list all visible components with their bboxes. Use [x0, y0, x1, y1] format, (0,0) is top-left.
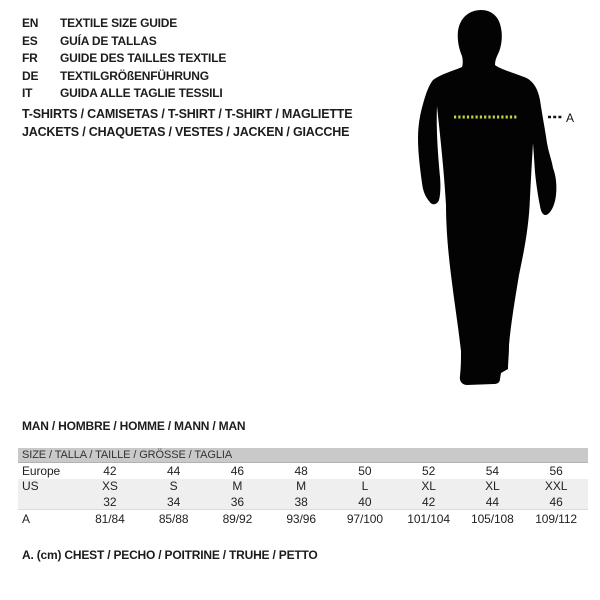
table-row-europe: [18, 463, 588, 479]
cell: XL: [485, 479, 500, 493]
row-label: Europe: [22, 464, 61, 478]
language-guide-list: [22, 15, 226, 103]
gender-section-heading: MAN / HOMBRE / HOMME / MANN / MAN: [22, 419, 246, 433]
row-label: A: [22, 512, 30, 526]
size-table: [18, 448, 588, 527]
lang-label: TEXTILE SIZE GUIDE: [60, 16, 178, 30]
category-line-jackets: JACKETS / CHAQUETAS / VESTES / JACKEN / GIACCHE: [22, 125, 350, 139]
cell: S: [169, 479, 178, 493]
lang-row-en: [22, 15, 226, 33]
lang-label: GUIDA ALLE TAGLIE TESSILI: [60, 86, 223, 101]
cell: 46: [230, 464, 244, 478]
table-row-chest-cm: [18, 510, 588, 527]
lang-code: FR: [22, 51, 38, 66]
lang-label: TEXTILGRÖßENFÜHRUNG: [60, 68, 209, 83]
category-heading: [22, 105, 352, 141]
cell: 42: [103, 464, 117, 478]
lang-code: EN: [22, 16, 39, 30]
cell: 109/112: [535, 512, 578, 526]
lang-label: GUÍA DE TALLAS: [60, 33, 157, 48]
category-line-tshirts: T-SHIRTS / CAMISETAS / T-SHIRT / T-SHIRT / MAGLIETTE: [22, 107, 353, 121]
cell: 46: [549, 495, 563, 509]
cell: 93/96: [286, 512, 316, 526]
lang-code: DE: [22, 68, 39, 83]
size-figure: [403, 5, 583, 391]
row-label: [18, 494, 78, 510]
cell: 97/100: [346, 512, 383, 526]
cell: 38: [294, 495, 308, 509]
lang-code: IT: [22, 86, 33, 101]
cell: M: [296, 479, 307, 493]
cell: XL: [421, 479, 436, 493]
cell: M: [232, 479, 243, 493]
cell: 105/108: [471, 512, 514, 526]
cell: 34: [167, 495, 181, 509]
row-label: US: [22, 479, 39, 493]
cell: 40: [358, 495, 372, 509]
cell: 89/92: [222, 512, 253, 526]
size-table-header: SIZE / TALLA / TAILLE / GRÖSSE / TAGLIA: [18, 448, 588, 463]
cell: 32: [103, 495, 117, 509]
cell: 42: [422, 495, 436, 509]
cell: 101/104: [407, 512, 450, 526]
lang-row-es: [22, 33, 226, 51]
cell: 48: [294, 464, 308, 478]
table-row-numeric: [18, 494, 588, 510]
cell: XXL: [544, 479, 568, 493]
chest-measure-label: A: [566, 111, 575, 125]
cell: 36: [230, 495, 244, 509]
lang-code: ES: [22, 33, 38, 48]
man-silhouette: [418, 10, 556, 385]
cell: 50: [358, 464, 372, 478]
cell: 44: [485, 495, 499, 509]
cell: 54: [485, 464, 499, 478]
cell: XS: [101, 479, 118, 493]
cell: 56: [549, 464, 563, 478]
cell: 52: [422, 464, 436, 478]
lang-label: GUIDE DES TAILLES TEXTILE: [60, 51, 227, 66]
lang-row-fr: [22, 50, 226, 68]
measurement-footnote: A. (cm) CHEST / PECHO / POITRINE / TRUHE / PETTO: [22, 548, 318, 562]
cell: 44: [167, 464, 181, 478]
cell: 85/88: [158, 512, 189, 526]
cell: 81/84: [95, 512, 125, 526]
lang-row-de: [22, 68, 226, 86]
cell: L: [361, 479, 369, 493]
lang-row-it: [22, 85, 226, 103]
table-row-us: [18, 479, 588, 494]
